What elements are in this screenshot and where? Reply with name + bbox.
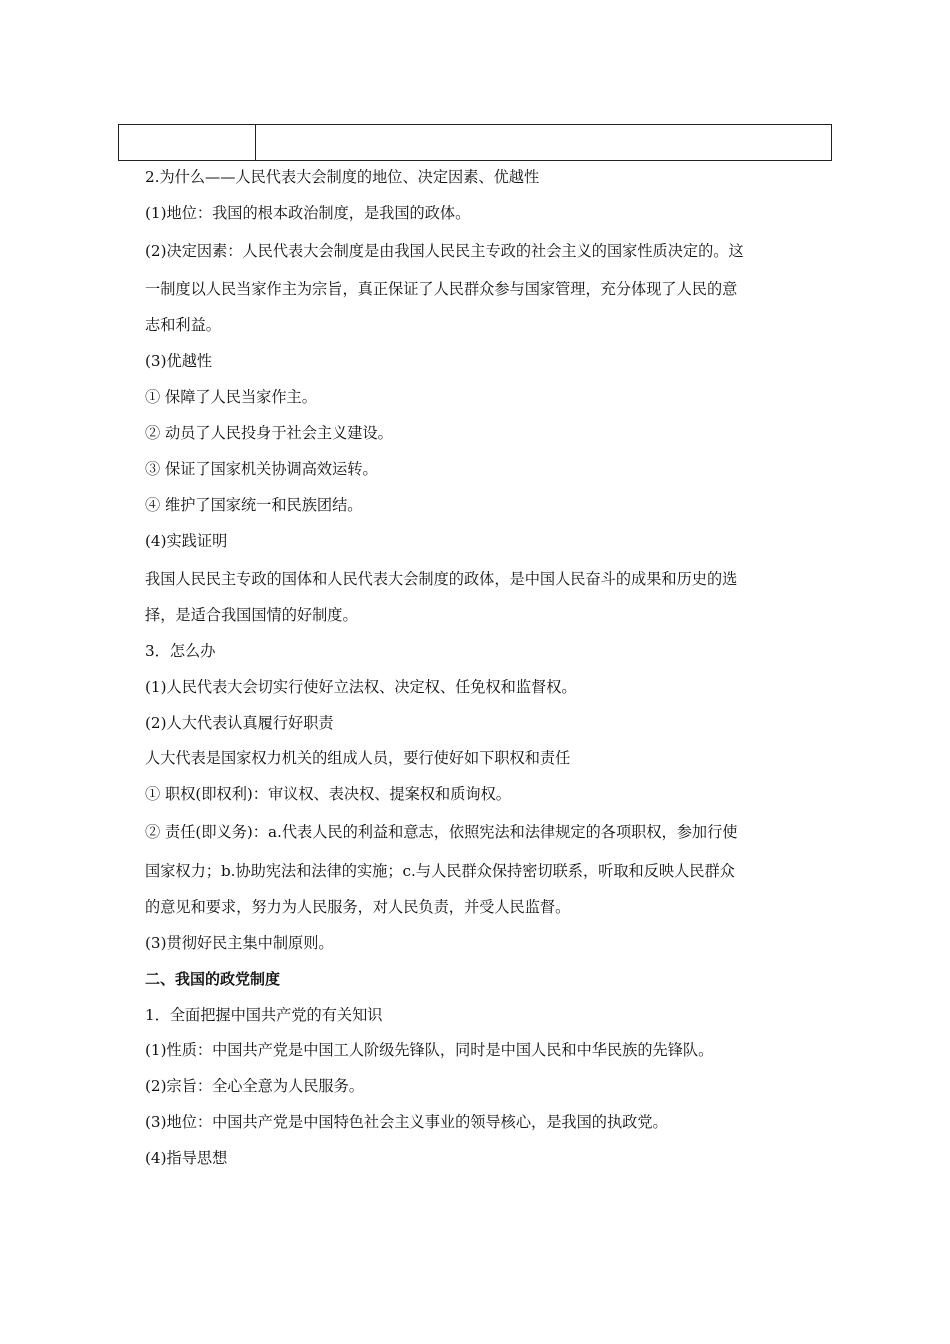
text-line: (3)优越性 [145,352,213,371]
text-line: 志和利益。 [145,316,221,335]
text-line: 一制度以人民当家作主为宗旨，真正保证了人民群众参与国家管理，充分体现了人民的意 [145,280,738,299]
table-fragment [118,124,832,161]
table-column-divider [255,125,256,160]
text-line: ③ 保证了国家机关协调高效运转。 [145,459,378,478]
text-line: (4)实践证明 [145,531,228,550]
text-line: ② 责任(即义务)：a.代表人民的利益和意志，依照宪法和法律规定的各项职权，参加行使 [145,823,738,842]
section-heading: 二、我国的政党制度 [145,969,281,988]
document-body [145,160,815,1177]
text-line: (1)地位：我国的根本政治制度，是我国的政体。 [145,203,471,222]
text-line: 国家权力；b.协助宪法和法律的实施；c.与人民群众保持密切联系，听取和反映人民群众 [145,861,735,880]
text-line: (1)性质：中国共产党是中国工人阶级先锋队，同时是中国人民和中华民族的先锋队。 [145,1041,714,1060]
text-line: 1．全面把握中国共产党的有关知识 [145,1005,383,1024]
text-line: 择，是适合我国国情的好制度。 [145,605,358,624]
text-line: 3．怎么办 [145,641,216,660]
text-line: ② 动员了人民投身于社会主义建设。 [145,424,393,443]
text-line: 人大代表是国家权力机关的组成人员，要行使好如下职权和责任 [145,749,571,768]
text-line: 2.为什么——人民代表大会制度的地位、决定因素、优越性 [145,168,540,186]
text-line: ④ 维护了国家统一和民族团结。 [145,495,363,514]
text-line: (3)地位：中国共产党是中国特色社会主义事业的领导核心，是我国的执政党。 [145,1113,668,1132]
text-line: (2)宗旨：全心全意为人民服务。 [145,1077,364,1096]
text-line: (3)贯彻好民主集中制原则。 [145,933,334,952]
text-line: 我国人民民主专政的国体和人民代表大会制度的政体，是中国人民奋斗的成果和历史的选 [145,569,738,588]
text-line: (4)指导思想 [145,1149,228,1168]
text-line: (2)人大代表认真履行好职责 [145,713,334,732]
text-line: ① 职权(即权利)：审议权、表决权、提案权和质询权。 [145,785,511,804]
text-line: (2)决定因素：人民代表大会制度是由我国人民民主专政的社会主义的国家性质决定的。这 [145,241,744,260]
text-line: 的意见和要求，努力为人民服务，对人民负责，并受人民监督。 [145,897,571,916]
text-line: (1)人民代表大会切实行使好立法权、决定权、任免权和监督权。 [145,677,577,696]
text-line: ① 保障了人民当家作主。 [145,388,317,407]
